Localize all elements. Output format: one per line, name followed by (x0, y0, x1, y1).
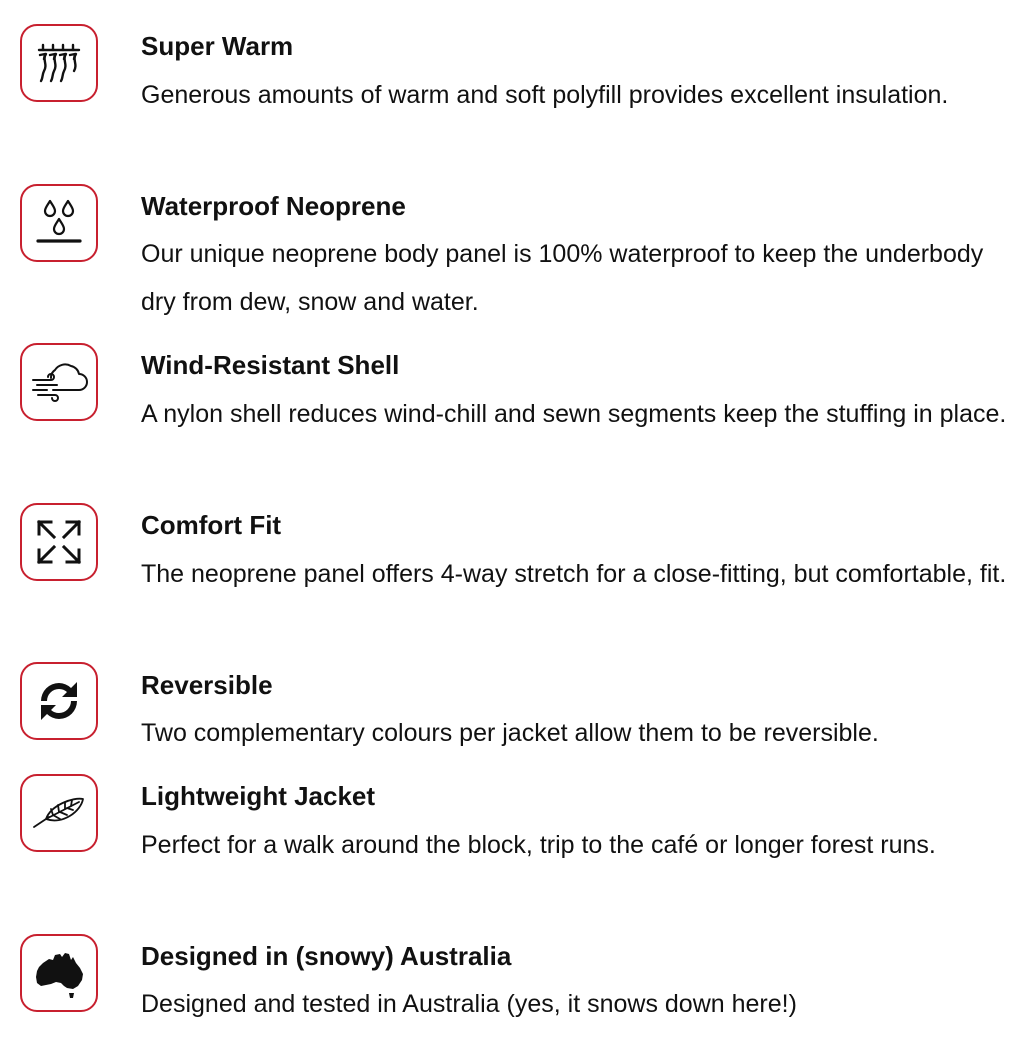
feature-title: Comfort Fit (141, 510, 282, 540)
expand-arrows-icon (20, 503, 98, 581)
reverse-arrows-icon (20, 662, 98, 740)
feature-title: Waterproof Neoprene (141, 191, 406, 221)
australia-map-icon (20, 934, 98, 1012)
feature-title: Lightweight Jacket (141, 781, 376, 811)
heat-waves-icon (20, 24, 98, 102)
feature-title: Wind-Resistant Shell (141, 350, 400, 380)
feature-description: A nylon shell reduces wind-chill and sewn segments keep the stuffing in place. (141, 400, 1007, 428)
feature-description: Perfect for a walk around the block, trip to the café or longer forest runs. (141, 831, 936, 859)
feature-title: Designed in (snowy) Australia (141, 941, 512, 971)
feature-description: Our unique neoprene body panel is 100% waterproof to keep the underbody dry from dew, snow and water. (141, 240, 984, 316)
feature-description: The neoprene panel offers 4-way stretch for a close-fitting, but comfortable, fit. (141, 560, 1007, 588)
feather-icon (20, 774, 98, 852)
water-drops-icon (20, 184, 98, 262)
wind-cloud-icon (20, 343, 98, 421)
feature-title: Super Warm (141, 31, 294, 61)
feature-description: Designed and tested in Australia (yes, it snows down here!) (141, 990, 797, 1018)
feature-description: Two complementary colours per jacket allow them to be reversible. (141, 719, 879, 747)
feature-title: Reversible (141, 670, 273, 700)
feature-description: Generous amounts of warm and soft polyfill provides excellent insulation. (141, 81, 949, 109)
